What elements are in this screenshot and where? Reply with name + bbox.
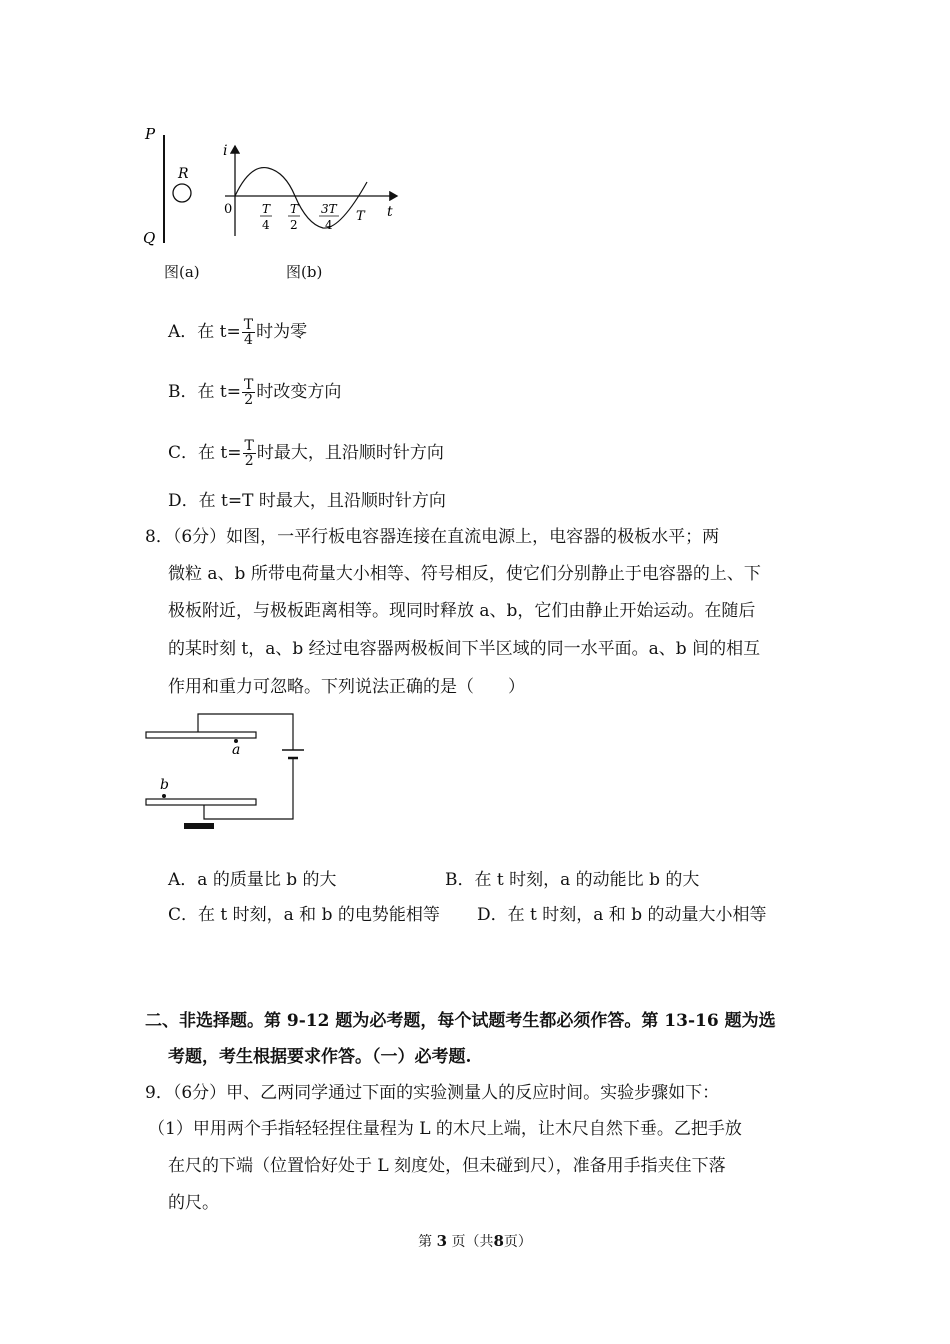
footer-post: 页） bbox=[503, 1234, 532, 1250]
q8-line-3: 极板附近，与极板距离相等。现同时释放 a、b，它们由静止开始运动。在随后 bbox=[168, 601, 756, 621]
fig-b-tick-T4-num: T bbox=[262, 202, 271, 216]
q7-b-suffix: 时改变方向 bbox=[256, 382, 342, 402]
q7-option-c[interactable] bbox=[168, 439, 444, 468]
q8-line-5: 作用和重力可忽略。下列说法正确的是（ ） bbox=[168, 677, 525, 697]
footer-pre: 第 bbox=[418, 1234, 433, 1250]
q9-step1-line-1: （1）甲用两个手指轻轻捏住量程为 L 的木尺上端，让木尺自然下垂。乙把手放 bbox=[148, 1119, 742, 1139]
figure-a-drawing bbox=[140, 125, 210, 255]
fig-b-tick-T2-num: T bbox=[290, 202, 299, 216]
q7-c-suffix: 时最大，且沿顺时针方向 bbox=[256, 443, 444, 463]
fig-b-tick-3T4-num: 3T bbox=[321, 202, 337, 216]
q7-a-suffix: 时为零 bbox=[256, 322, 308, 342]
q7-b-den: 2 bbox=[244, 392, 254, 408]
q8-option-d[interactable]: D．在 t 时刻，a 和 b 的动量大小相等 bbox=[477, 905, 767, 925]
lower-wire bbox=[204, 758, 293, 819]
figure-b bbox=[215, 140, 405, 240]
q7-a-fraction bbox=[242, 318, 255, 347]
q8-line-1: 8．（6分）如图，一平行板电容器连接在直流电源上，电容器的极板水平；两 bbox=[145, 527, 720, 547]
q7-a-den: 4 bbox=[243, 332, 253, 348]
section-2-heading-line-1: 二、非选择题。第 9-12 题为必考题，每个试题考生都必须作答。第 13-16 题为选 bbox=[145, 1011, 776, 1031]
fig-b-label-0: 0 bbox=[224, 202, 233, 217]
q7-a-prefix: A．在 t= bbox=[168, 322, 241, 342]
q7-c-fraction bbox=[243, 439, 256, 468]
footer-page-number: 3 bbox=[436, 1232, 447, 1250]
q7-c-num: T bbox=[244, 438, 254, 454]
q7-b-prefix: B．在 t= bbox=[168, 382, 241, 402]
q8-capacitor-figure bbox=[140, 708, 310, 833]
fig-b-tick-T: T bbox=[356, 209, 365, 224]
figure-b-drawing bbox=[215, 140, 405, 240]
q8-option-a[interactable]: A．a 的质量比 b 的大 bbox=[168, 870, 337, 890]
particle-b-label: b bbox=[160, 777, 169, 793]
q7-c-prefix: C．在 t= bbox=[168, 443, 242, 463]
q9-step1-line-2: 在尺的下端（位置恰好处于 L 刻度处，但未碰到尺），准备用手指夹住下落 bbox=[168, 1156, 726, 1176]
q8-line-4: 的某时刻 t，a、b 经过电容器两极板间下半区域的同一水平面。a、b 间的相互 bbox=[168, 639, 761, 659]
footer-mid: 页（共 bbox=[451, 1234, 494, 1250]
fig-b-tick-T4-den: 4 bbox=[262, 218, 270, 232]
fig-a-ring bbox=[173, 184, 191, 202]
q7-c-den: 2 bbox=[244, 453, 254, 469]
q7-b-num: T bbox=[243, 377, 254, 393]
fig-b-caption: 图(b) bbox=[286, 263, 323, 281]
fig-a-label-Q: Q bbox=[143, 229, 156, 247]
particle-a-label: a bbox=[232, 742, 241, 758]
q8-capacitor-drawing bbox=[140, 708, 310, 833]
lower-plate bbox=[146, 799, 256, 805]
fig-b-tick-T2-den: 2 bbox=[290, 218, 298, 232]
q8-option-b[interactable]: B．在 t 时刻，a 的动能比 b 的大 bbox=[445, 870, 700, 890]
fig-b-sine-curve bbox=[235, 168, 367, 229]
fig-a-label-P: P bbox=[145, 125, 156, 143]
figure-a bbox=[140, 125, 210, 255]
upper-plate bbox=[146, 732, 256, 738]
section-2-heading-line-2: 考题，考生根据要求作答。（一）必考题. bbox=[168, 1047, 472, 1067]
q7-option-b[interactable] bbox=[168, 378, 341, 407]
fig-b-label-i: i bbox=[223, 143, 228, 159]
q7-b-fraction bbox=[242, 378, 255, 407]
q9-line-1: 9．（6分）甲、乙两同学通过下面的实验测量人的反应时间。实验步骤如下： bbox=[145, 1083, 720, 1103]
page-footer bbox=[0, 1231, 950, 1252]
q7-option-a[interactable] bbox=[168, 318, 307, 347]
footer-total-pages: 8 bbox=[493, 1232, 504, 1250]
fig-b-tick-3T4-den: 4 bbox=[325, 218, 333, 232]
q7-a-num: T bbox=[243, 317, 254, 333]
q8-line-2: 微粒 a、b 所带电荷量大小相等、符号相反，使它们分别静止于电容器的上、下 bbox=[168, 564, 761, 584]
fig-b-label-t: t bbox=[387, 204, 393, 220]
q8-option-c[interactable]: C．在 t 时刻，a 和 b 的电势能相等 bbox=[168, 905, 440, 925]
fig-a-caption: 图(a) bbox=[164, 263, 200, 281]
q9-step1-line-3: 的尺。 bbox=[168, 1193, 219, 1213]
fig-a-label-R: R bbox=[178, 166, 189, 182]
q7-option-d[interactable]: D．在 t=T 时最大，且沿顺时针方向 bbox=[168, 491, 446, 511]
particle-b bbox=[162, 794, 166, 798]
ground-symbol bbox=[184, 823, 214, 829]
